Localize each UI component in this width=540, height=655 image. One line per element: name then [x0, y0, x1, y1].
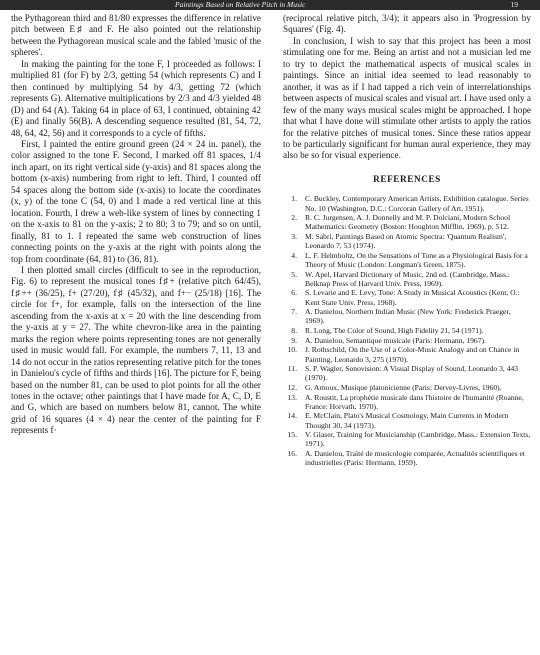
reference-number: 16.	[287, 449, 297, 459]
references-heading: REFERENCES	[373, 173, 441, 184]
reference-number: 4.	[291, 250, 297, 260]
reference-text: L. F. Helmholtz, On the Sensations of Tone as a Physiological Basis for a Theory of Music (London: Longman's Green, 1875).	[305, 250, 528, 269]
reference-number: 1.	[291, 194, 297, 204]
page-number: 19	[510, 0, 518, 9]
running-header	[0, 0, 540, 10]
reference-number: 2.	[291, 213, 297, 223]
reference-text: S. P. Wagler, Sonovision: A Visual Display of Sound, Leonardo 3, 443 (1970).	[305, 364, 519, 383]
reference-item	[283, 411, 531, 429]
reference-item	[283, 270, 531, 288]
reference-number: 10.	[287, 345, 297, 355]
reference-text: G. Arnoux, Musique platonicienne (Paris: Dervey-Livres, 1960).	[305, 382, 502, 392]
reference-item	[283, 213, 531, 231]
reference-text: C. Buckley, Contemporary American Artists, Exhibition catalogue. Series No. 10 (Washington, D.C.: Corcoran Gallery of Art, 1951).	[305, 194, 529, 213]
right-column	[283, 13, 531, 468]
body-paragraph: In making the painting for the tone F, I proceeded as follows: I multiplied 81 (for F) by 2/3, getting 54 (which represents C) and I then continued by multiplying 54 by 4/3, getting 72 (which represents G). Alternative multiplications by 2/3 and 4/3 yielded 48 (D) and 64 (A). Taking 64 in place of 63, I continued, obtaining 42 (E) and finally 56(B). A descending sequence resulted (81, 54, 72, 48, 64, 42, 56) and it corresponds to a cycle of fifths.	[11, 58, 261, 138]
reference-number: 5.	[291, 269, 297, 279]
reference-text: A. Danielou, Semantique musicale (Paris: Hermann, 1967).	[305, 335, 486, 345]
reference-text: E. McClain, Plato's Musical Cosmology, Main Currents in Modern Thought 30, 34 (1973).	[305, 411, 509, 430]
reference-number: 13.	[287, 392, 297, 402]
reference-number: 11.	[287, 364, 297, 374]
reference-number: 9.	[291, 335, 297, 345]
reference-number: 6.	[291, 288, 297, 298]
reference-item	[283, 364, 531, 382]
reference-item	[283, 430, 531, 448]
reference-item	[283, 345, 531, 363]
reference-item	[283, 251, 531, 269]
reference-number: 15.	[287, 430, 297, 440]
reference-text: A. Danielou, Traité de musicologie comparée, Actualités scientifiques et industrielles (Paris: Hermann, 1959).	[305, 449, 525, 468]
reference-item	[283, 336, 531, 345]
reference-item	[283, 232, 531, 250]
reference-text: W. Apel, Harvard Dictionary of Music, 2nd ed. (Cambridge, Mass.: Belknap Press of Harvard Univ. Press, 1969).	[305, 269, 510, 288]
reference-item	[283, 383, 531, 392]
reference-item	[283, 288, 531, 306]
reference-number: 3.	[291, 231, 297, 241]
reference-item	[283, 326, 531, 335]
running-title: Paintings Based on Relative Pitch in Music	[175, 0, 306, 9]
reference-number: 12.	[287, 382, 297, 392]
reference-number: 14.	[287, 411, 297, 421]
body-paragraph: First, I painted the entire ground green (24 × 24 in. panel), the color assigned to the tone F. Second, I marked off 81 spaces, 1/4 inch apart, on its right vertical side (y-axis) and 81 spaces along the bottom (x-axis) numbering from right to left. Third, I counted off 54 spaces along the bottom side (x-axis) to locate the coordinates (x, y) of the tone C (54, 0) and I made a red vertical line at this location. Fourth, I drew a web-like system of lines by connecting 1 on the x-axis to 81 on the y-axis; 2 to 80; 3 to 79; and so on until, finally, 81 to 1. I repeated the same web construction of lines connecting points on the y-axis at the right with points along the top from coordinate (64, 81) to (36, 81).	[11, 138, 261, 264]
reference-item	[283, 307, 531, 325]
left-column	[11, 13, 261, 437]
reference-text: R. C. Jurgensen, A. J. Donnelly and M. P. Dolciani, Modern School Mathematics: Geometry (Boston: Houghton Mifflin, 1969), p. 512.	[305, 213, 511, 232]
reference-text: M. Sabri, Paintings Based on Atomic Spectra: 'Quantum Realism', Leonardo 7, 53 (1974).	[305, 231, 507, 251]
body-paragraph: (reciprocal relative pitch, 3/4); it appears also in 'Progression by Squares' (Fig. 4).	[283, 13, 531, 35]
reference-item	[283, 449, 531, 467]
reference-item	[283, 393, 531, 411]
reference-item	[283, 194, 531, 212]
body-paragraph: In conclusion, I wish to say that this project has been a most stimulating one for me. Being an artist and not a musician led me to try to depict the mathematical aspects of musical scales in paintings. Since an initial idea seemed to lead reasonably to another, it was as if I had tapped a rich vein of interrelationships between aspects of musical scales and visual art. I have used only a few of the many ways musical scales might be approached. I hope that what I have done will stimulate other artists to apply the ratios for the relative pitches of musical tones. Since these ratios appear to be particularly significant for human aural experience, they may also be so for visual experience.	[283, 35, 531, 161]
reference-list	[283, 194, 531, 467]
reference-number: 8.	[291, 326, 297, 336]
reference-text: J. Rothschild, On the Use of a Color-Music Analogy and on Chance in Painting, Leonardo 3, 275 (1970).	[305, 345, 520, 364]
reference-number: 7.	[291, 307, 297, 317]
reference-text: A. Danielou, Northern Indian Music (New York: Frederick Praeger, 1969).	[305, 307, 511, 326]
body-paragraph: I then plotted small circles (difficult to see in the reproduction, Fig. 6) to represent the musical tones f♯+ (relative pitch 64/45), f♯++ (36/25), f+ (27/20), f♯ (45/32), and f+− (25/18) [16]. The circle for f+, for example, falls on the intersection of the line ascending from the x-axis at x = 20 with the line descending from the y-axis at y = 27. The white chevron-like area in the painting marks the region where points representing tones are not generally used in music would fall. For example, the numbers 7, 11, 13 and 14 do not occur in the ratios representing relative pitch for the tones in Danielou's cycle of fifths and thirds [16]. The picture for F, being based on the number 81, can be used to plot points for all the other tones in the octave; other paintings that I have made for A, C, D, E and G, which are based on numbers below 81, cannot. The white grid of 16 squares (4 × 4) near the center of the painting for F represents f·	[11, 264, 261, 436]
reference-text: S. Levarie and E. Levy, Tone: A Study in Musical Acoustics (Kent, O.: Kent State Univ. Press, 1968).	[305, 288, 520, 307]
body-paragraph: the Pythagorean third and 81/80 expresses the difference in relative pitch between E♯ and F. He also pointed out the relationship between the Pythagorean musical scale and the fabled 'music of the spheres'.	[11, 13, 261, 58]
reference-text: R. Long, The Color of Sound, High Fidelity 21, 54 (1971).	[305, 326, 484, 336]
reference-text: V. Glaser, Training for Musicianship (Cambridge, Mass.: Extension Texts, 1971).	[305, 430, 531, 449]
reference-text: A. Roustit, La prophétie musicale dans l'histoire de l'humanité (Roanne, France: Horvath, 1970).	[305, 392, 524, 411]
